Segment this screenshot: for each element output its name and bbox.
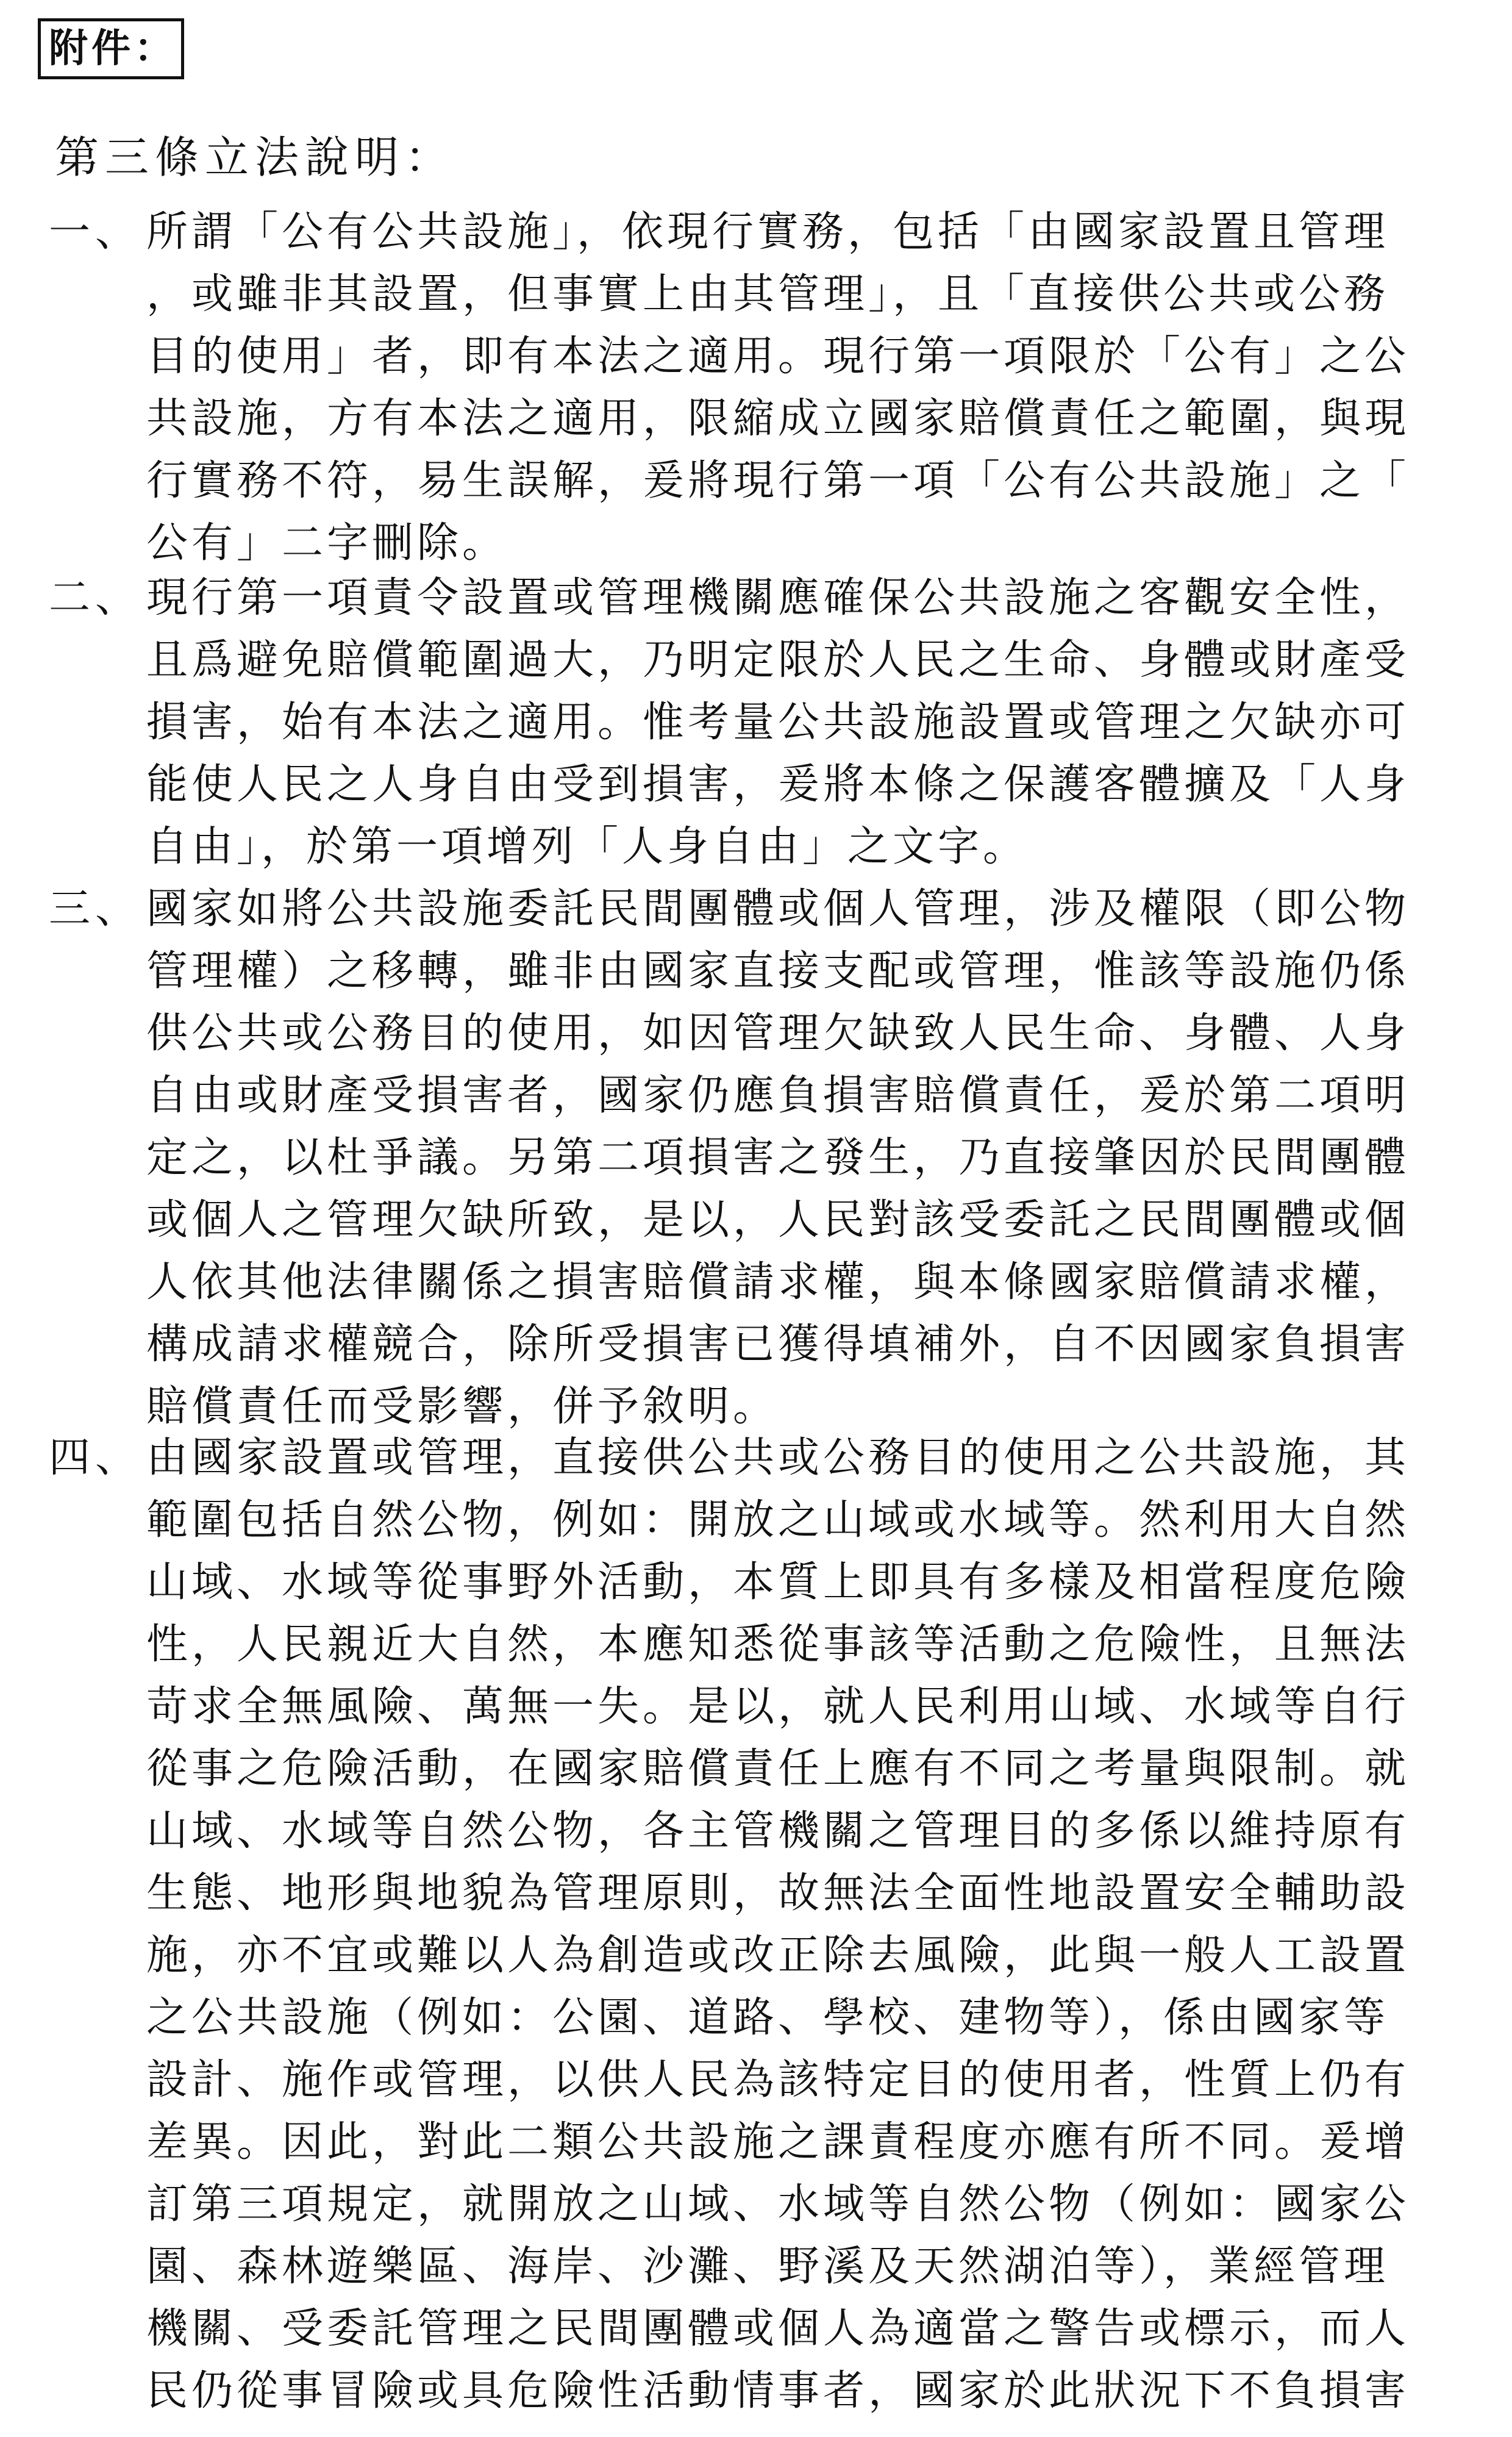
section-number: 四、 [49,1434,142,1482]
section-line: 設計、施作或管理，以供人民為該特定目的使用者，性質上仍有 [146,2056,1410,2104]
section-line: 定之，以杜爭議。另第二項損害之發生，乃直接肇因於民間團體 [146,1134,1410,1182]
section-number: 二、 [49,574,142,622]
section-number: 三、 [49,885,142,933]
section-line: 構成請求權競合，除所受損害已獲得填補外，自不因國家負損害 [146,1320,1410,1369]
document-title: 第三條立法說明： [55,132,455,183]
section-line: 國家如將公共設施委託民間團體或個人管理，涉及權限（即公物 [146,885,1410,933]
section-line: 從事之危險活動，在國家賠償責任上應有不同之考量與限制。就 [146,1745,1410,1793]
section-line: 苛求全無風險、萬無一失。是以，就人民利用山域、水域等自行 [146,1683,1410,1731]
section-line: 所謂「公有公共設施」，依現行實務，包括「由國家設置且管理 [146,208,1389,256]
section-line: 行實務不符，易生誤解，爰將現行第一項「公有公共設施」之「 [146,457,1410,505]
section-line: 山域、水域等從事野外活動，本質上即具有多樣及相當程度危險 [146,1558,1410,1606]
section-line: 賠償責任而受影響，併予敘明。 [146,1383,779,1431]
section-line: 訂第三項規定，就開放之山域、水域等自然公物（例如：國家公 [146,2180,1410,2228]
section-line: 範圍包括自然公物，例如：開放之山域或水域等。然利用大自然 [146,1496,1410,1544]
section-line: 自由或財產受損害者，國家仍應負損害賠償責任，爰於第二項明 [146,1072,1410,1120]
section-line: 施，亦不宜或難以人為創造或改正除去風險，此與一般人工設置 [146,1931,1410,1980]
section-line: ，或雖非其設置，但事實上由其管理」，且「直接供公共或公務 [146,270,1389,318]
section-line: 且爲避免賠償範圍過大，乃明定限於人民之生命、身體或財產受 [146,636,1410,684]
section-line: 生態、地形與地貌為管理原則，故無法全面性地設置安全輔助設 [146,1869,1410,1917]
section-line: 人依其他法律關係之損害賠償請求權，與本條國家賠償請求權， [146,1258,1410,1306]
section-line: 自由」，於第一項增列「人身自由」之文字。 [146,823,1029,871]
section-line: 差異。因此，對此二類公共設施之課責程度亦應有所不同。爰增 [146,2118,1410,2166]
section-line: 之公共設施（例如：公園、道路、學校、建物等），係由國家等 [146,1994,1389,2042]
section-line: 民仍從事冒險或具危險性活動情事者，國家於此狀況下不負損害 [146,2367,1410,2415]
section-line: 山域、水域等自然公物，各主管機關之管理目的多係以維持原有 [146,1807,1410,1855]
section-line: 由國家設置或管理，直接供公共或公務目的使用之公共設施，其 [146,1434,1410,1482]
section-line: 共設施，方有本法之適用，限縮成立國家賠償責任之範圍，與現 [146,395,1410,443]
section-line: 管理權）之移轉，雖非由國家直接支配或管理，惟該等設施仍係 [146,947,1410,995]
section-line: 損害，始有本法之適用。惟考量公共設施設置或管理之欠缺亦可 [146,698,1410,746]
attachment-label: 附件： [49,26,177,71]
section-line: 現行第一項責令設置或管理機關應確保公共設施之客觀安全性， [146,574,1410,622]
section-line: 能使人民之人身自由受到損害，爰將本條之保護客體擴及「人身 [146,760,1410,809]
section-line: 或個人之管理欠缺所致，是以，人民對該受委託之民間團體或個 [146,1196,1410,1244]
section-line: 性，人民親近大自然，本應知悉從事該等活動之危險性，且無法 [146,1620,1410,1669]
section-line: 機關、受委託管理之民間團體或個人為適當之警告或標示，而人 [146,2305,1410,2353]
section-line: 供公共或公務目的使用，如因管理欠缺致人民生命、身體、人身 [146,1009,1410,1057]
section-number: 一、 [49,208,142,256]
section-line: 目的使用」者，即有本法之適用。現行第一項限於「公有」之公 [146,332,1410,381]
section-line: 園、森林遊樂區、海岸、沙灘、野溪及天然湖泊等），業經管理 [146,2242,1389,2291]
section-line: 公有」二字刪除。 [146,519,508,567]
